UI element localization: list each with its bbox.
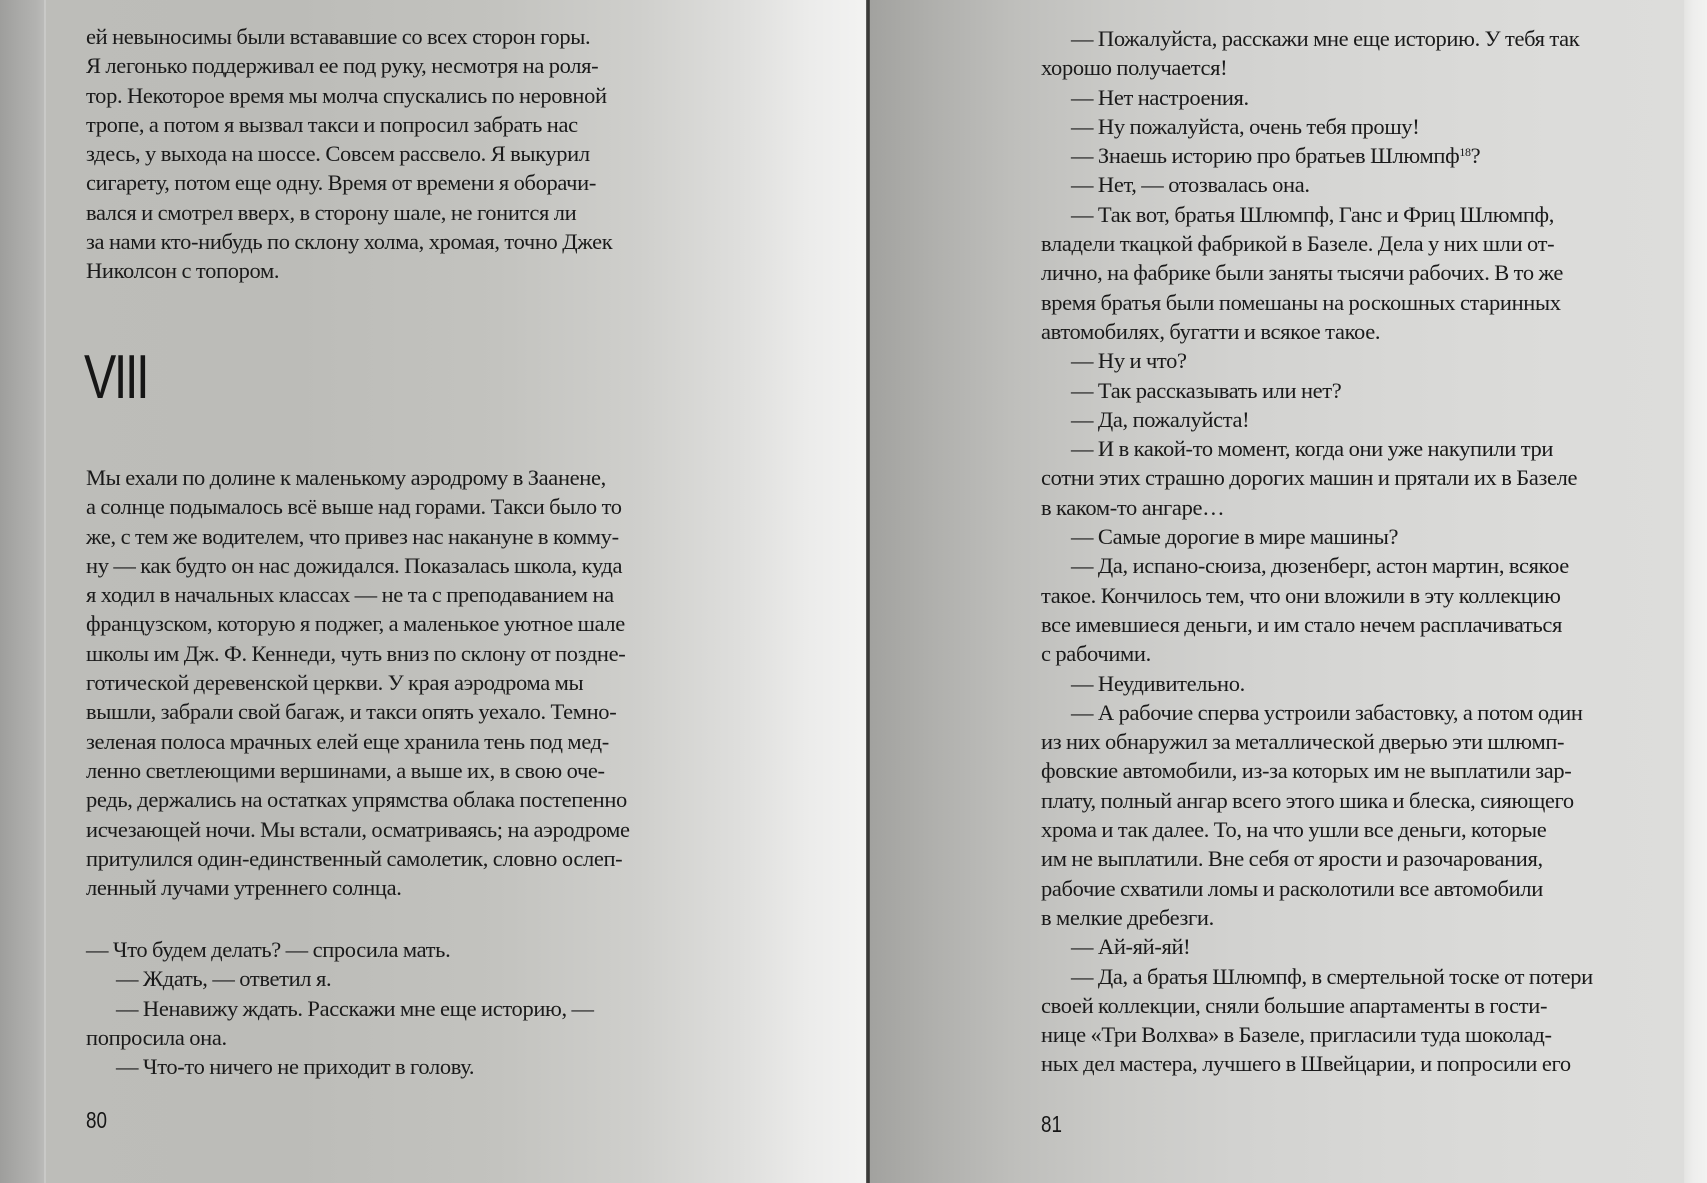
- text-line: — Так рассказывать или нет?: [1071, 377, 1342, 403]
- text-line: притулился один-единственный самолетик, словно ослеп-: [86, 845, 623, 871]
- text-line: хорошо получается!: [1041, 55, 1228, 81]
- left-main-paragraph: [86, 463, 630, 902]
- text-line: — Да, испано-сюиза, дюзенберг, астон мартин, всякое: [1071, 553, 1569, 579]
- text-line: хрома и так далее. То, на что ушли все деньги, которые: [1041, 817, 1547, 843]
- text-line: Мы ехали по долине к маленькому аэродрому в Заанене,: [86, 465, 606, 490]
- text-line: редь, держались на остатках упрямства облака постепенно: [86, 787, 627, 813]
- text-line: французском, которую я поджег, а маленькое уютное шале: [86, 611, 625, 637]
- text-line: с рабочими.: [1041, 641, 1151, 667]
- text-line: готической деревенской церкви. У края аэродрома мы: [86, 670, 584, 696]
- text-fragment: ?: [1470, 143, 1481, 169]
- text-line: вался и смотрел вверх, в сторону шале, не гонится ли: [86, 199, 577, 225]
- chapter-heading: VIII: [84, 343, 148, 412]
- dialog-line: — Ненавижу ждать. Расскажи мне еще историю, —: [116, 995, 594, 1021]
- left-dialog: [86, 935, 594, 1081]
- text-line: тропе, а потом я вызвал такси и попросил забрать нас: [86, 111, 578, 137]
- text-line: лично, на фабрике были заняты тысячи рабочих. В то же: [1041, 260, 1564, 286]
- left-top-paragraph: [86, 22, 612, 286]
- text-line: же, с тем же водителем, что привез нас накануне в комму-: [86, 523, 619, 549]
- text-line: автомобилях, бугатти и всякое такое.: [1041, 318, 1381, 344]
- text-line: — Ну и что?: [1071, 348, 1187, 374]
- text-line: — Да, пожалуйста!: [1071, 406, 1250, 432]
- text-line: в каком-то ангаре…: [1041, 494, 1225, 520]
- text-line: ленный лучами утреннего солнца.: [86, 875, 402, 901]
- text-line: я ходил в начальных классах — не та с преподаванием на: [86, 582, 614, 608]
- footnote-marker[interactable]: 18: [1459, 145, 1471, 160]
- text-line: такое. Кончилось тем, что они вложили в эту коллекцию: [1041, 582, 1561, 608]
- text-line: рабочие схватили ломы и расколотили все автомобили: [1041, 875, 1543, 901]
- text-line: ну — как будто он нас дожидался. Показалась школа, куда: [86, 552, 623, 578]
- text-line: все имевшиеся деньги, и им стало нечем расплачиваться: [1041, 611, 1563, 637]
- text-line: — Ну пожалуйста, очень тебя прошу!: [1071, 113, 1420, 139]
- text-line: сигарету, потом еще одну. Время от времени я оборачи-: [86, 170, 596, 196]
- left-page-edge: [0, 0, 46, 1183]
- dialog-line: — Ждать, — ответил я.: [116, 966, 332, 992]
- text-line: из них обнаружил за металлической дверью эти шлюмп-: [1041, 729, 1565, 755]
- dialog-line: попросила она.: [86, 1024, 227, 1050]
- page-number-right: 81: [1041, 1111, 1062, 1137]
- text-line: ных дел мастера, лучшего в Швейцарии, и попросили его: [1041, 1051, 1571, 1077]
- text-line: — И в какой-то момент, когда они уже накупили три: [1071, 436, 1554, 462]
- text-line: фовские автомобили, из-за которых им не выплатили зар-: [1041, 758, 1572, 784]
- right-page-text: [1041, 24, 1593, 1079]
- text-line: за нами кто-нибудь по склону холма, хромая, точно Джек: [86, 229, 613, 255]
- text-line: — Ай-яй-яй!: [1071, 934, 1191, 960]
- page-number-left: 80: [86, 1107, 107, 1133]
- text-line: им не выплатили. Вне себя от ярости и разочарования,: [1041, 846, 1543, 872]
- text-line: время братья были помешаны на роскошных старинных: [1041, 289, 1561, 315]
- text-line: а солнце подымалось всё выше над горами. Такси было то: [86, 494, 622, 520]
- text-line: зеленая полоса мрачных елей еще хранила тень под мед-: [86, 728, 609, 754]
- text-line: здесь, у выхода на шоссе. Совсем рассвело. Я выкурил: [86, 141, 590, 167]
- text-line: вышли, забрали свой багаж, и такси опять уехало. Темно-: [86, 699, 617, 725]
- text-line: в мелкие дребезги.: [1041, 904, 1214, 930]
- dialog-line: — Что будем делать? — спросила мать.: [86, 937, 451, 962]
- text-line: ленно светлеющими вершинами, а выше их, в свою оче-: [86, 757, 605, 783]
- text-line: своей коллекции, сняли большие апартаменты в гости-: [1041, 992, 1548, 1018]
- text-line: исчезающей ночи. Мы встали, осматриваясь; на аэродроме: [86, 816, 630, 842]
- text-line-with-footnote: [1041, 141, 1593, 170]
- text-line: нице «Три Волхва» в Базеле, пригласили туда шоколад-: [1041, 1022, 1552, 1048]
- text-line: — Неудивительно.: [1071, 670, 1245, 696]
- text-line: — Нет настроения.: [1071, 84, 1249, 110]
- text-line: — Так вот, братья Шлюмпф, Ганс и Фриц Шлюмпф,: [1071, 201, 1555, 227]
- text-fragment: — Знаешь историю про братьев Шлюмпф: [1071, 143, 1460, 169]
- text-line: Николсон с топором.: [86, 258, 280, 284]
- text-line: тор. Некоторое время мы молча спускались по неровной: [86, 82, 607, 108]
- dialog-line: — Что-то ничего не приходит в голову.: [116, 1054, 475, 1080]
- text-line: — А рабочие сперва устроили забастовку, а потом один: [1071, 699, 1583, 725]
- text-line: — Нет, — отозвалась она.: [1071, 172, 1310, 198]
- text-line: сотни этих страшно дорогих машин и прятали их в Базеле: [1041, 465, 1578, 491]
- text-line: ей невыносимы были встававшие со всех сторон горы.: [86, 24, 591, 49]
- text-line: плату, полный ангар всего этого шика и блеска, сияющего: [1041, 787, 1574, 813]
- text-line: — Самые дорогие в мире машины?: [1071, 524, 1399, 550]
- text-line: — Пожалуйста, расскажи мне еще историю. У тебя так: [1071, 26, 1580, 51]
- text-line: — Да, а братья Шлюмпф, в смертельной тоске от потери: [1071, 963, 1593, 989]
- text-line: школы им Дж. Ф. Кеннеди, чуть вниз по склону от поздне-: [86, 640, 626, 666]
- text-line: владели ткацкой фабрикой в Базеле. Дела у них шли от-: [1041, 231, 1555, 257]
- text-line: Я легонько поддерживал ее под руку, несмотря на роля-: [86, 53, 599, 79]
- right-page-edge: [1684, 0, 1707, 1183]
